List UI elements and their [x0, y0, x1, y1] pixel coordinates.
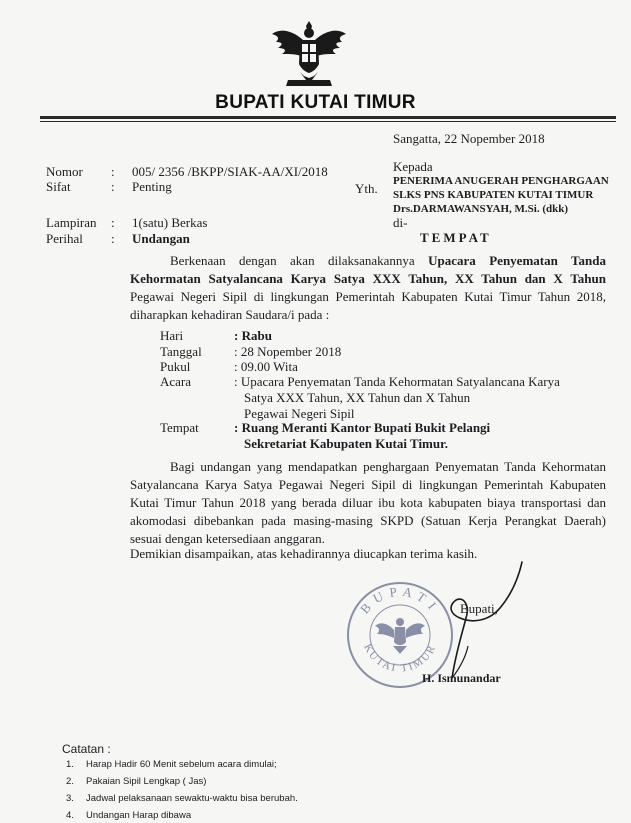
- meta-value: 005/ 2356 /BKPP/SIAK-AA/XI/2018: [132, 164, 328, 179]
- note-number: 4.: [66, 810, 74, 821]
- note-number: 3.: [66, 793, 74, 804]
- schedule-value-cont: Satya XXX Tahun, XX Tahun dan X Tahun: [244, 390, 471, 405]
- meta-label: Lampiran: [46, 215, 97, 230]
- signature-role: Bupati,: [460, 601, 498, 616]
- paragraph-intro-lead: Berkenaan dengan akan dilaksanakannya: [170, 253, 429, 268]
- meta-label: Sifat: [46, 179, 71, 194]
- recipient-line-1: PENERIMA ANUGERAH PENGHARGAAN: [393, 175, 609, 187]
- note-item: [66, 758, 298, 772]
- paragraph-intro-tail: Pegawai Negeri Sipil di lingkungan Pemerintah Kabupaten Kutai Timur Tahun 2018, diharapkan kehadiran Saudara/i pada :: [130, 289, 606, 322]
- schedule-value: : Rabu: [234, 328, 272, 343]
- recipient-line-3: Drs.DARMAWANSYAH, M.Si. (dkk): [393, 203, 569, 215]
- note-text: Jadwal pelaksanaan sewaktu-waktu bisa berubah.: [86, 793, 298, 804]
- garuda-emblem-icon: [270, 20, 348, 94]
- schedule-value: : Ruang Meranti Kantor Bupati Bukit Pelangi: [234, 420, 491, 435]
- recipient-kepada: Kepada: [393, 159, 433, 174]
- date-line: Sangatta, 22 Nopember 2018: [393, 131, 545, 146]
- note-item: [66, 792, 298, 806]
- notes-title: Catatan :: [62, 742, 111, 756]
- meta-value: Undangan: [132, 231, 190, 246]
- meta-label: Perihal: [46, 231, 83, 246]
- recipient-yth: Yth.: [355, 181, 378, 196]
- meta-sep: :: [111, 164, 115, 179]
- recipient-di: di-: [393, 215, 408, 230]
- note-number: 1.: [66, 759, 74, 770]
- meta-value: Penting: [132, 179, 172, 194]
- note-text: Harap Hadir 60 Menit sebelum acara dimulai;: [86, 759, 277, 770]
- schedule-label: Hari: [160, 328, 184, 343]
- letterhead-rule-thin: [40, 121, 616, 122]
- schedule-value: : Upacara Penyematan Tanda Kehormatan Satyalancana Karya: [234, 374, 560, 389]
- note-text: Undangan Harap dibawa: [86, 810, 192, 821]
- schedule-value: : 09.00 Wita: [234, 359, 298, 374]
- schedule-label: Tempat: [160, 420, 199, 435]
- signature-name: H. Ismunandar: [422, 671, 501, 685]
- schedule-value-cont: Sekretariat Kabupaten Kutai Timur.: [244, 436, 448, 451]
- closing-line: Demikian disampaikan, atas kehadirannya diucapkan terima kasih.: [130, 546, 478, 561]
- schedule-label: Tanggal: [160, 344, 202, 359]
- note-item: [66, 775, 298, 789]
- seal-top-text: BUPATI: [357, 583, 444, 617]
- note-number: 2.: [66, 776, 74, 787]
- seal-bottom-text: KUTAI TIMUR: [361, 642, 439, 675]
- schedule-value: : 28 Nopember 2018: [234, 344, 342, 359]
- paragraph-intro: [130, 252, 606, 324]
- meta-sep: :: [111, 231, 115, 246]
- paragraph-intro-event: Upacara Penyematan Tanda Kehormatan Satyalancana Karya Satya XXX Tahun, XX Tahun dan X Tahun: [130, 253, 606, 286]
- recipient-line-2: SLKS PNS KABUPATEN KUTAI TIMUR: [393, 189, 594, 201]
- paragraph-transport: Bagi undangan yang mendapatkan penghargaan Penyematan Tanda Kehormatan Satyalancana Karya Satya Pegawai Negeri Sipil di lingkungan Pemerintah Kabupaten Kutai Timur Tahun 2018 yang berada diluar ibu kota kabupaten biaya transportasi dan akomodasi dibebankan pada masing-masing SKPD (Satuan Kerja Perangkat Daerah) sesuai dengan ketersediaan anggaran.: [130, 459, 606, 546]
- notes-list: [66, 758, 298, 823]
- letterhead-title: BUPATI KUTAI TIMUR: [215, 92, 416, 113]
- meta-sep: :: [111, 179, 115, 194]
- meta-value: 1(satu) Berkas: [132, 215, 208, 230]
- schedule-label: Pukul: [160, 359, 191, 374]
- recipient-tempat: TEMPAT: [420, 230, 492, 245]
- meta-label: Nomor: [46, 164, 83, 179]
- letterhead-rule: [40, 116, 616, 119]
- schedule-label: Acara: [160, 374, 192, 389]
- note-text: Pakaian Sipil Lengkap ( Jas): [86, 776, 207, 787]
- meta-sep: :: [111, 215, 115, 230]
- schedule-value-cont: Pegawai Negeri Sipil: [244, 406, 355, 421]
- note-item: [66, 809, 298, 823]
